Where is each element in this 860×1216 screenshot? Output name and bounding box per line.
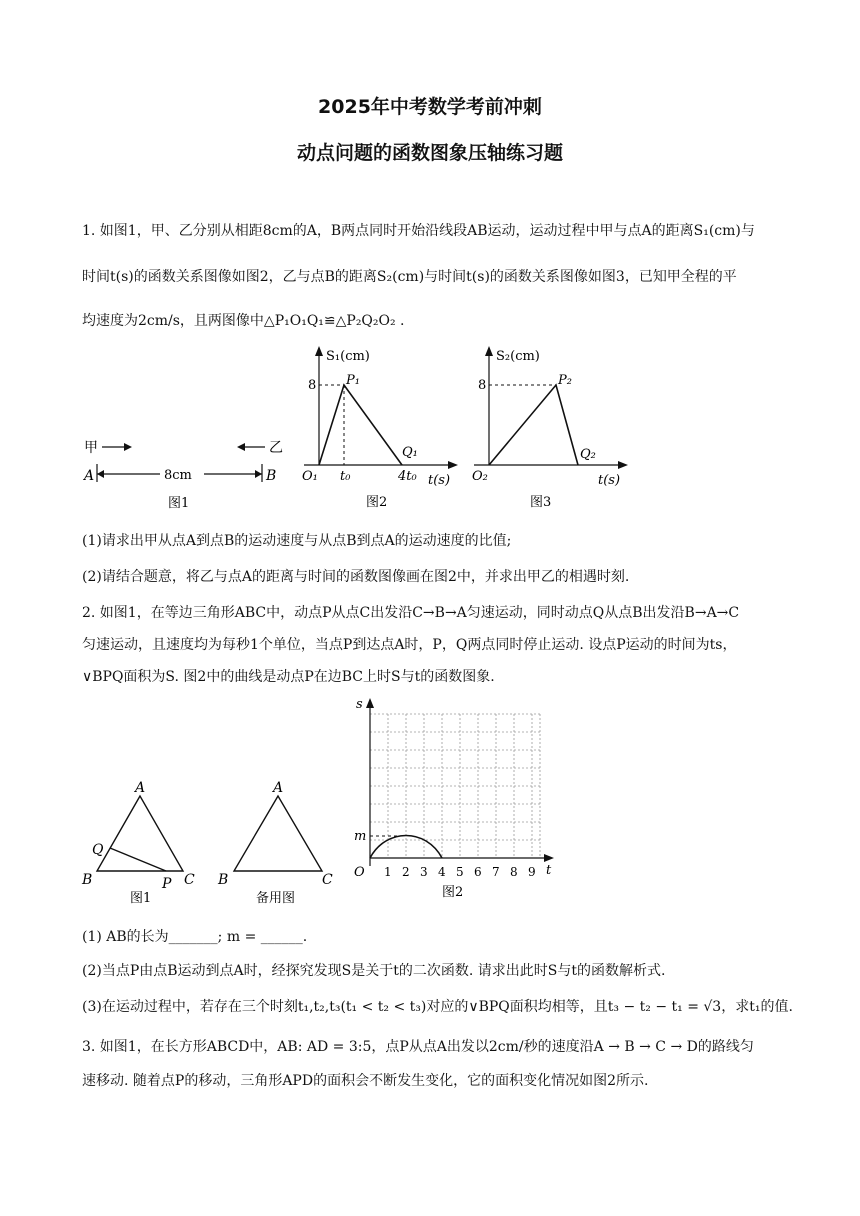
triangle-2-caption: 备用图: [256, 891, 296, 906]
q2-sub2: (2)当点P由点B运动到点A时，经探究发现S是关于t的二次函数. 请求出此时S与t的函数解析式.: [82, 963, 666, 979]
vertex-b-label: B: [82, 872, 93, 888]
vertex-c-label: C: [322, 872, 333, 888]
q1-line3: 均速度为2cm/s，且两图像中△P₁O₁Q₁≌△P₂Q₂O₂ .: [82, 313, 405, 329]
q2-sub1: (1) AB的长为_______; m = ______.: [82, 929, 308, 945]
q2-label: Q₂: [580, 447, 596, 462]
vertex-b-label: B: [218, 872, 229, 888]
grid-graph: [346, 690, 560, 908]
p1-label: P₁: [346, 373, 360, 388]
o2-label: O₂: [472, 469, 488, 484]
q2-line3: ∨BPQ面积为S. 图2中的曲线是动点P在边BC上时S与t的函数图象.: [82, 669, 495, 685]
tick-label: 2: [402, 865, 410, 879]
figure-3-graph: [468, 340, 630, 520]
p2-label: P₂: [558, 373, 572, 388]
s1-graph-line: [319, 385, 402, 465]
yi-label: 乙: [269, 440, 283, 456]
page-subtitle: 动点问题的函数图象压轴练习题: [296, 142, 563, 164]
tick-label: 8: [510, 865, 518, 879]
figure-1-segment: [80, 430, 290, 520]
figure-2-graph: [298, 340, 460, 520]
y-axis-label: S₂(cm): [496, 349, 540, 364]
figure-2-caption: 图2: [366, 495, 388, 510]
point-a-label: A: [84, 468, 95, 484]
y-tick-8: 8: [478, 378, 487, 393]
point-p-label: P: [162, 876, 172, 892]
jia-label: 甲: [84, 440, 98, 456]
vertex-a-label: A: [273, 780, 284, 796]
4t0-label: 4t₀: [398, 469, 417, 484]
distance-label: 8cm: [164, 468, 192, 483]
triangle-1-caption: 图1: [130, 891, 152, 906]
q3-line2: 速移动. 随着点P的移动，三角形APD的面积会不断发生变化，它的面积变化情况如图2所示.: [82, 1073, 649, 1089]
t-axis-label: t: [546, 863, 552, 878]
grid-caption: 图2: [442, 885, 464, 900]
triangle-backup-figure: [214, 776, 340, 906]
tick-label: 6: [474, 865, 482, 879]
vertex-a-label: A: [135, 780, 146, 796]
q2-line2: 匀速运动，且速度均为每秒1个单位，当点P到达点A时，P，Q两点同时停止运动. 设点P运动的时间为ts，: [82, 637, 737, 653]
figure-3-caption: 图3: [530, 495, 552, 510]
s-axis-label: s: [356, 697, 363, 712]
tick-label: 7: [492, 865, 500, 879]
q1-label: Q₁: [402, 445, 418, 460]
tick-label: 3: [420, 865, 428, 879]
page-title: 2025年中考数学考前冲刺: [318, 96, 542, 118]
m-label: m: [354, 829, 367, 844]
point-b-label: B: [266, 468, 277, 484]
y-axis-label: S₁(cm): [326, 349, 370, 364]
vertex-c-label: C: [184, 872, 195, 888]
q1-sub1: (1)请求出甲从点A到点B的运动速度与从点B到点A的运动速度的比值;: [82, 533, 512, 549]
q1-line2: 时间t(s)的函数关系图像如图2，乙与点B的距离S₂(cm)与时间t(s)的函数关系图像如图3，已知甲全程的平: [82, 269, 737, 285]
x-axis-label: t(s): [598, 473, 621, 488]
o1-label: O₁: [302, 469, 318, 484]
y-tick-8: 8: [308, 378, 317, 393]
tick-label: 1: [384, 865, 392, 879]
q1-sub2: (2)请结合题意，将乙与点A的距离与时间的函数图像画在图2中，并求出甲乙的相遇时刻.: [82, 569, 630, 585]
figure-1-caption: 图1: [168, 496, 190, 511]
s2-graph-line: [489, 385, 578, 465]
tick-label: 5: [456, 865, 464, 879]
x-axis-label: t(s): [428, 473, 451, 488]
triangle-figure-1: [80, 776, 200, 906]
q2-sub3: (3)在运动过程中，若存在三个时刻t₁,t₂,t₃(t₁ < t₂ < t₃)对应的∨BPQ面积均相等，且t₃ − t₂ − t₁ = √3，求t₁的值.: [82, 999, 793, 1015]
q1-line1: 1. 如图1，甲、乙分别从相距8cm的A，B两点同时开始沿线段AB运动，运动过程中甲与点A的距离S₁(cm)与: [82, 223, 755, 239]
t0-label: t₀: [340, 469, 351, 484]
tick-label: 4: [438, 865, 446, 879]
origin-label: O: [354, 865, 365, 880]
q3-line1: 3. 如图1，在长方形ABCD中，AB: AD = 3:5，点P从点A出发以2cm/秒的速度沿A → B → C → D的路线匀: [82, 1039, 754, 1055]
tick-label: 9: [528, 865, 536, 879]
q2-line1: 2. 如图1，在等边三角形ABC中，动点P从点C出发沿C→B→A匀速运动，同时动点Q从点B出发沿B→A→C: [82, 605, 740, 621]
point-q-label: Q: [92, 842, 104, 858]
